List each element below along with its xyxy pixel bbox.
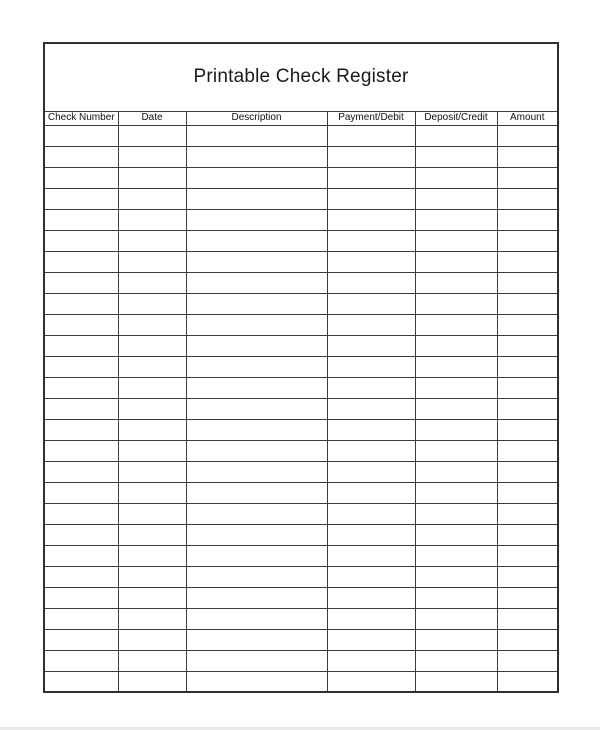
register-cell-date: [118, 272, 186, 293]
register-row: [44, 125, 558, 146]
register-cell-check-number: [44, 650, 118, 671]
register-cell-date: [118, 377, 186, 398]
register-cell-description: [186, 398, 327, 419]
register-cell-check-number: [44, 209, 118, 230]
register-cell-deposit-credit: [415, 335, 497, 356]
register-cell-date: [118, 293, 186, 314]
register-cell-check-number: [44, 440, 118, 461]
register-cell-amount: [497, 608, 558, 629]
register-cell-payment-debit: [327, 356, 415, 377]
register-cell-description: [186, 167, 327, 188]
register-cell-check-number: [44, 314, 118, 335]
register-cell-amount: [497, 545, 558, 566]
column-header-date: Date: [118, 111, 186, 125]
register-cell-payment-debit: [327, 125, 415, 146]
register-cell-amount: [497, 461, 558, 482]
register-cell-check-number: [44, 671, 118, 692]
register-cell-deposit-credit: [415, 209, 497, 230]
register-cell-payment-debit: [327, 230, 415, 251]
register-cell-amount: [497, 293, 558, 314]
register-cell-check-number: [44, 503, 118, 524]
register-row: [44, 440, 558, 461]
register-cell-deposit-credit: [415, 608, 497, 629]
register-cell-check-number: [44, 230, 118, 251]
register-row: [44, 524, 558, 545]
register-cell-description: [186, 461, 327, 482]
register-row: [44, 314, 558, 335]
register-cell-date: [118, 503, 186, 524]
table-header-row: [44, 111, 558, 125]
register-cell-check-number: [44, 419, 118, 440]
register-row: [44, 188, 558, 209]
register-cell-amount: [497, 251, 558, 272]
register-row: [44, 566, 558, 587]
register-cell-deposit-credit: [415, 587, 497, 608]
register-cell-check-number: [44, 398, 118, 419]
register-cell-date: [118, 566, 186, 587]
register-cell-description: [186, 671, 327, 692]
register-cell-description: [186, 482, 327, 503]
register-cell-date: [118, 608, 186, 629]
register-cell-amount: [497, 440, 558, 461]
register-row: [44, 272, 558, 293]
register-cell-description: [186, 650, 327, 671]
register-cell-deposit-credit: [415, 482, 497, 503]
register-cell-deposit-credit: [415, 524, 497, 545]
register-cell-amount: [497, 125, 558, 146]
register-cell-amount: [497, 419, 558, 440]
register-cell-description: [186, 566, 327, 587]
register-cell-amount: [497, 314, 558, 335]
register-cell-amount: [497, 566, 558, 587]
title-row: [44, 43, 558, 111]
register-cell-payment-debit: [327, 503, 415, 524]
register-cell-description: [186, 419, 327, 440]
register-cell-payment-debit: [327, 272, 415, 293]
register-cell-amount: [497, 377, 558, 398]
register-cell-description: [186, 314, 327, 335]
register-cell-deposit-credit: [415, 398, 497, 419]
register-cell-check-number: [44, 146, 118, 167]
register-row: [44, 545, 558, 566]
register-cell-deposit-credit: [415, 566, 497, 587]
register-row: [44, 419, 558, 440]
register-row: [44, 650, 558, 671]
register-cell-amount: [497, 167, 558, 188]
register-cell-payment-debit: [327, 419, 415, 440]
register-cell-amount: [497, 650, 558, 671]
register-cell-payment-debit: [327, 545, 415, 566]
register-cell-description: [186, 440, 327, 461]
register-cell-deposit-credit: [415, 377, 497, 398]
register-cell-check-number: [44, 566, 118, 587]
register-cell-amount: [497, 503, 558, 524]
register-cell-deposit-credit: [415, 125, 497, 146]
register-cell-amount: [497, 398, 558, 419]
register-row: [44, 146, 558, 167]
register-row: [44, 398, 558, 419]
register-cell-payment-debit: [327, 566, 415, 587]
register-cell-payment-debit: [327, 524, 415, 545]
register-cell-payment-debit: [327, 314, 415, 335]
register-cell-check-number: [44, 482, 118, 503]
register-cell-description: [186, 251, 327, 272]
register-row: [44, 167, 558, 188]
register-cell-deposit-credit: [415, 650, 497, 671]
column-header-check-number: Check Number: [44, 111, 118, 125]
register-cell-payment-debit: [327, 629, 415, 650]
register-cell-deposit-credit: [415, 251, 497, 272]
register-row: [44, 356, 558, 377]
register-cell-payment-debit: [327, 650, 415, 671]
register-cell-description: [186, 293, 327, 314]
register-cell-deposit-credit: [415, 629, 497, 650]
register-cell-date: [118, 587, 186, 608]
register-cell-date: [118, 398, 186, 419]
column-header-amount: Amount: [497, 111, 558, 125]
register-cell-date: [118, 524, 186, 545]
register-cell-deposit-credit: [415, 188, 497, 209]
register-cell-payment-debit: [327, 293, 415, 314]
column-header-payment-debit: Payment/Debit: [327, 111, 415, 125]
register-cell-deposit-credit: [415, 146, 497, 167]
register-cell-amount: [497, 671, 558, 692]
register-cell-date: [118, 629, 186, 650]
register-row: [44, 293, 558, 314]
register-cell-check-number: [44, 335, 118, 356]
register-cell-deposit-credit: [415, 461, 497, 482]
register-cell-payment-debit: [327, 335, 415, 356]
register-row: [44, 209, 558, 230]
register-cell-description: [186, 146, 327, 167]
register-cell-description: [186, 125, 327, 146]
register-row: [44, 230, 558, 251]
register-cell-amount: [497, 230, 558, 251]
register-cell-deposit-credit: [415, 545, 497, 566]
register-row: [44, 377, 558, 398]
register-cell-check-number: [44, 608, 118, 629]
register-cell-check-number: [44, 167, 118, 188]
register-cell-date: [118, 251, 186, 272]
register-cell-date: [118, 230, 186, 251]
register-cell-payment-debit: [327, 398, 415, 419]
register-cell-description: [186, 230, 327, 251]
register-cell-deposit-credit: [415, 230, 497, 251]
register-cell-amount: [497, 524, 558, 545]
register-cell-date: [118, 167, 186, 188]
register-cell-check-number: [44, 461, 118, 482]
register-cell-description: [186, 608, 327, 629]
register-cell-payment-debit: [327, 377, 415, 398]
register-cell-deposit-credit: [415, 272, 497, 293]
register-row: [44, 251, 558, 272]
register-cell-amount: [497, 272, 558, 293]
register-cell-date: [118, 440, 186, 461]
register-cell-date: [118, 419, 186, 440]
register-cell-amount: [497, 587, 558, 608]
register-row: [44, 503, 558, 524]
register-cell-date: [118, 545, 186, 566]
register-cell-description: [186, 587, 327, 608]
register-cell-payment-debit: [327, 587, 415, 608]
register-cell-description: [186, 356, 327, 377]
register-cell-payment-debit: [327, 251, 415, 272]
register-cell-check-number: [44, 272, 118, 293]
register-cell-deposit-credit: [415, 167, 497, 188]
register-cell-check-number: [44, 629, 118, 650]
column-header-description: Description: [186, 111, 327, 125]
register-cell-check-number: [44, 188, 118, 209]
register-row: [44, 629, 558, 650]
register-cell-deposit-credit: [415, 419, 497, 440]
register-cell-description: [186, 503, 327, 524]
register-cell-payment-debit: [327, 146, 415, 167]
register-cell-description: [186, 524, 327, 545]
register-cell-date: [118, 314, 186, 335]
register-cell-check-number: [44, 524, 118, 545]
register-cell-check-number: [44, 293, 118, 314]
register-cell-date: [118, 188, 186, 209]
register-row: [44, 671, 558, 692]
register-cell-date: [118, 335, 186, 356]
register-cell-amount: [497, 629, 558, 650]
register-cell-amount: [497, 335, 558, 356]
register-cell-deposit-credit: [415, 671, 497, 692]
register-cell-payment-debit: [327, 461, 415, 482]
register-cell-amount: [497, 356, 558, 377]
register-row: [44, 461, 558, 482]
register-cell-date: [118, 356, 186, 377]
check-register-table: [43, 42, 559, 693]
register-cell-payment-debit: [327, 440, 415, 461]
register-cell-payment-debit: [327, 608, 415, 629]
register-cell-date: [118, 146, 186, 167]
register-cell-check-number: [44, 587, 118, 608]
register-cell-amount: [497, 146, 558, 167]
register-cell-amount: [497, 209, 558, 230]
register-cell-amount: [497, 482, 558, 503]
register-cell-payment-debit: [327, 482, 415, 503]
register-cell-description: [186, 188, 327, 209]
register-cell-date: [118, 125, 186, 146]
register-cell-payment-debit: [327, 671, 415, 692]
register-row: [44, 335, 558, 356]
register-cell-deposit-credit: [415, 314, 497, 335]
register-cell-payment-debit: [327, 167, 415, 188]
register-cell-description: [186, 209, 327, 230]
register-cell-deposit-credit: [415, 293, 497, 314]
column-header-deposit-credit: Deposit/Credit: [415, 111, 497, 125]
register-row: [44, 608, 558, 629]
register-cell-check-number: [44, 356, 118, 377]
register-cell-deposit-credit: [415, 440, 497, 461]
register-cell-check-number: [44, 377, 118, 398]
register-cell-description: [186, 545, 327, 566]
register-cell-date: [118, 482, 186, 503]
register-row: [44, 587, 558, 608]
register-cell-description: [186, 377, 327, 398]
register-cell-date: [118, 650, 186, 671]
register-cell-description: [186, 335, 327, 356]
register-cell-deposit-credit: [415, 503, 497, 524]
register-cell-date: [118, 461, 186, 482]
register-cell-deposit-credit: [415, 356, 497, 377]
register-cell-check-number: [44, 251, 118, 272]
register-cell-amount: [497, 188, 558, 209]
register-cell-date: [118, 209, 186, 230]
register-cell-date: [118, 671, 186, 692]
register-cell-check-number: [44, 545, 118, 566]
register-cell-check-number: [44, 125, 118, 146]
page-title: Printable Check Register: [44, 43, 558, 111]
register-row: [44, 482, 558, 503]
register-cell-payment-debit: [327, 209, 415, 230]
register-cell-description: [186, 272, 327, 293]
register-cell-payment-debit: [327, 188, 415, 209]
register-cell-description: [186, 629, 327, 650]
